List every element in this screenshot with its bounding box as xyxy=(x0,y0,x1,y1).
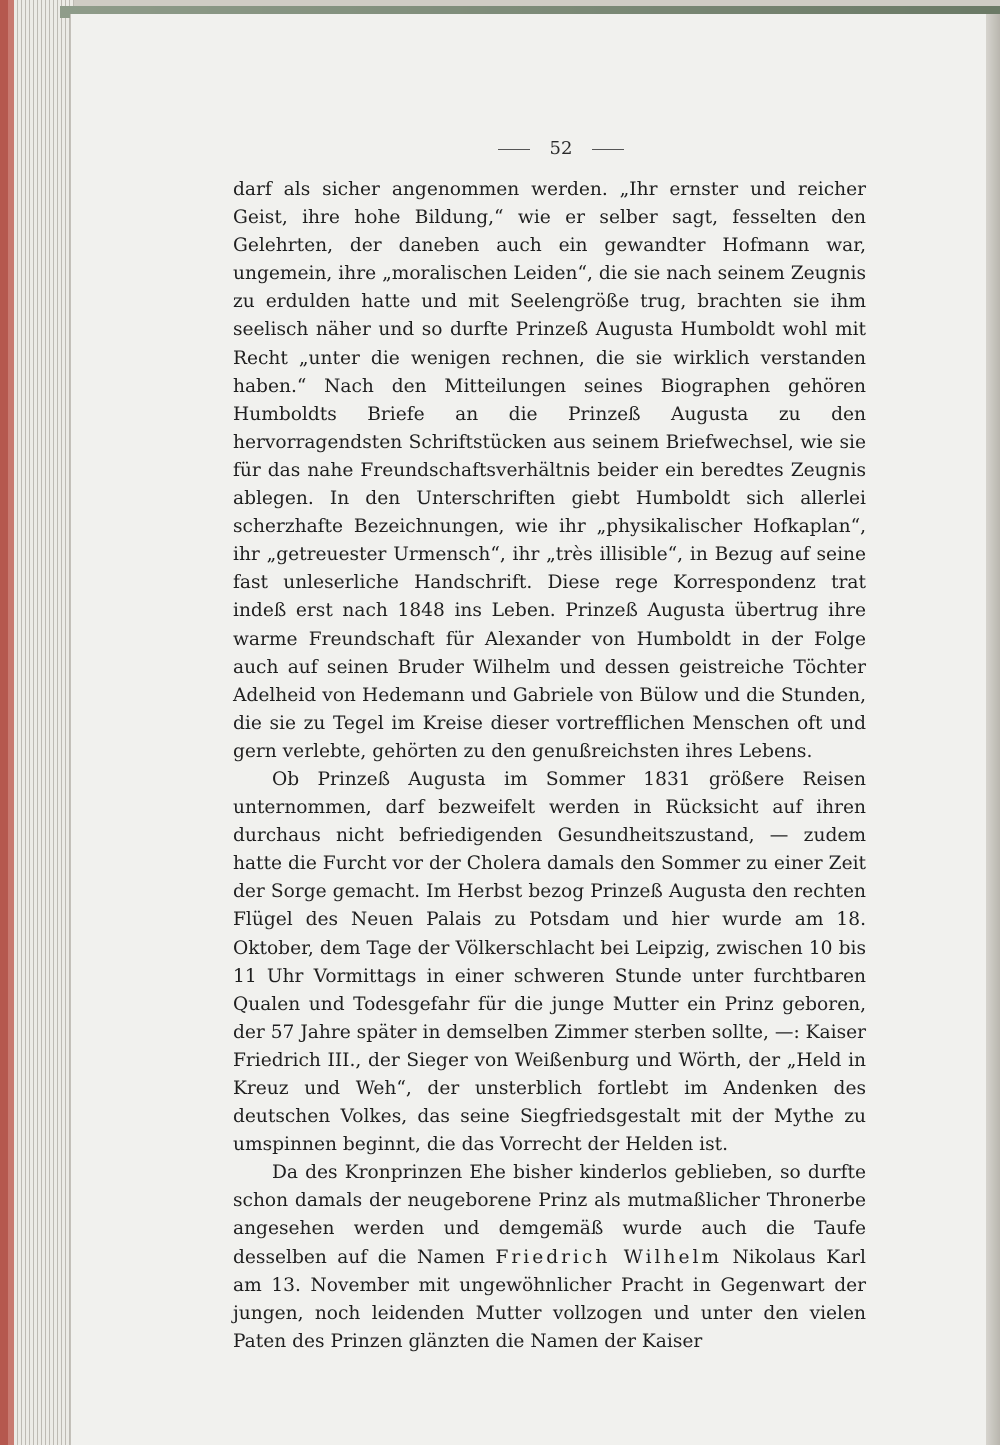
paragraph xyxy=(233,1159,866,1356)
binding-edge xyxy=(0,0,8,1445)
header-rule-left xyxy=(498,149,530,150)
paragraph xyxy=(233,766,866,1159)
paragraph-text: darf als sicher angenommen werden. „Ihr ernster und reicher Geist, ihre hohe Bildung,“ wie er selber sagt, fesselten den Gelehrten, der daneben auch ein gewandter Hofmann war, ungemein, ihre „moralischen Leiden“, die sie nach seinem Zeugnis zu erdulden hatte und mit Seelengröße trug, brachten sie ihm seelisch näher und so durfte Prinzeß Augusta Humboldt wohl mit Recht „unter die wenigen rechnen, die sie wirklich verstanden haben.“ Nach den Mitteilungen seines Biographen gehören Humboldts Briefe an die Prinzeß Augusta zu den hervorragendsten Schriftstücken aus seinem Briefwechsel, wie sie für das nahe Freundschaftsverhältnis beider ein beredtes Zeugnis ablegen. In den Unterschriften giebt Humboldt sich allerlei scherzhafte Bezeichnungen, wie ihr „physikalischer Hofkaplan“, ihr „getreuester Urmensch“, ihr „très illisible“, in Bezug auf seine fast unleserliche Handschrift. Diese rege Korrespondenz trat indeß erst nach 1848 ins Leben. Prinzeß Augusta übertrug ihre warme Freundschaft für Alexander von Humboldt in der Folge auch auf seinen Bruder Wilhelm und dessen geistreiche Töchter Adelheid von Hedemann und Gabriele von Bülow und die Stunden, die sie zu Tegel im Kreise dieser vortrefflichen Menschen oft und gern verlebte, gehörten zu den genußreichsten ihres Lebens. xyxy=(233,179,866,762)
page-stack-left xyxy=(14,0,74,1445)
header-rule-right xyxy=(592,149,624,150)
spaced-name: Friedrich Wilhelm xyxy=(495,1246,723,1268)
paragraph-text: Nikolaus Karl am 13. November mit ungewöhnlicher Pracht in Gegenwart der jungen, noch leidenden Mutter vollzogen und unter den vielen Paten des Prinzen glänzten die Namen der Kaiser xyxy=(233,1246,867,1352)
paragraph xyxy=(233,176,866,766)
body-text xyxy=(233,176,866,1356)
paragraph-text: Ob Prinzeß Augusta im Sommer 1831 größere Reisen unternommen, darf bezweifelt werden in Rücksicht auf ihren durchaus nicht befriedigenden Gesundheitszustand, — zudem hatte die Furcht vor der Cholera damals den Sommer zu einer Zeit der Sorge gemacht. Im Herbst bezog Prinzeß Augusta den rechten Flügel des Neuen Palais zu Potsdam und hier wurde am 18. Oktober, dem Tage der Völkerschlacht bei Leipzig, zwischen 10 bis 11 Uhr Vormittags in einer schweren Stunde unter furchtbaren Qualen und Todesgefahr für die junge Mutter ein Prinz geboren, der 57 Jahre später in demselben Zimmer sterben sollte, —: Kaiser Friedrich III., der Sieger von Weißenburg und Wörth, der „Held in Kreuz und Weh“, der unsterblich fortlebt im Andenken des deutschen Volkes, das seine Siegfriedsgestalt mit der Mythe zu umspinnen beginnt, die das Vorrecht der Helden ist. xyxy=(233,768,866,1156)
page-edge-right xyxy=(985,14,1000,1445)
paragraph-text: Da des Kronprinzen Ehe bisher kinderlos geblieben, so durfte schon damals der neugeborene Prinz als mutmaßlicher Thronerbe angesehen werden und demgemäß wurde auch die Taufe desselben auf die Namen xyxy=(233,1162,866,1268)
page-number: 52 xyxy=(549,138,573,159)
page-header xyxy=(498,138,624,162)
